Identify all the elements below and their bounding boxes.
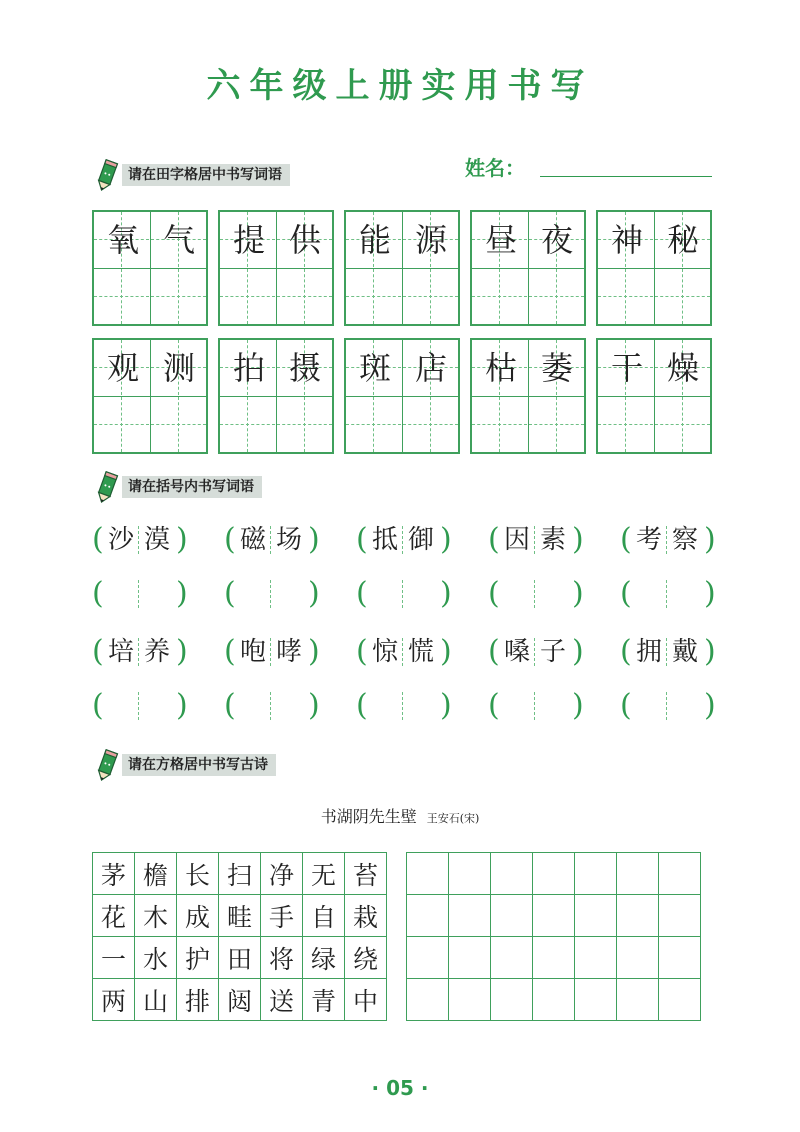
poem-char: 排 [177,979,219,1021]
bracket-divider [270,638,271,666]
vocab-char: 秘 [666,221,699,259]
bracket-char: 素 [539,525,566,555]
guide-line [121,397,122,452]
practice-cell[interactable] [617,853,659,895]
close-paren: ) [176,522,188,557]
bracket-divider [402,638,403,666]
word-bracket [356,632,450,672]
guide-line [121,269,122,324]
practice-cell[interactable] [575,979,617,1021]
bracket-char: 嗓 [503,637,530,667]
vocab-char: 氧 [106,221,139,259]
poem-char: 绿 [303,937,345,979]
close-paren: ) [440,576,452,611]
practice-cell[interactable] [449,937,491,979]
poem-char: 绕 [345,937,387,979]
close-paren: ) [704,522,716,557]
vocab-char: 店 [414,349,447,387]
practice-cell[interactable] [659,895,701,937]
poem-char: 木 [135,895,177,937]
practice-cell[interactable] [407,853,449,895]
bracket-char: 磁 [239,525,266,555]
open-paren: ( [620,688,632,723]
practice-grid [406,852,701,1021]
practice-cell[interactable] [617,979,659,1021]
open-paren: ( [92,522,104,557]
open-paren: ( [356,634,368,669]
open-paren: ( [356,576,368,611]
bracket-divider [666,526,667,554]
blank-bracket[interactable] [224,686,318,726]
vocab-box [92,210,208,326]
vocab-box [470,210,586,326]
close-paren: ) [572,522,584,557]
vocab-char: 气 [162,221,195,259]
poem-line [93,979,387,1021]
vocab-char: 源 [414,221,447,259]
close-paren: ) [176,576,188,611]
page-title: 六年级上册实用书写 [206,66,594,106]
poem-char: 无 [303,853,345,895]
poem-grid [92,852,387,1021]
bracket-char: 拥 [635,637,662,667]
practice-cell[interactable] [449,895,491,937]
open-paren: ( [92,576,104,611]
poem-line [93,853,387,895]
word-bracket [224,520,318,560]
close-paren: ) [176,688,188,723]
bracket-divider [270,580,271,608]
bracket-divider [138,692,139,720]
vocab-char: 供 [288,221,321,259]
bracket-divider [402,580,403,608]
poem-char: 两 [93,979,135,1021]
blank-bracket[interactable] [92,686,186,726]
vocab-char: 神 [610,221,643,259]
bracket-divider [138,638,139,666]
bracket-divider [666,580,667,608]
bracket-char: 场 [275,525,302,555]
open-paren: ( [488,522,500,557]
open-paren: ( [488,634,500,669]
vocab-box [596,210,712,326]
poem-char: 花 [93,895,135,937]
practice-cell[interactable] [407,937,449,979]
bracket-char: 培 [107,637,134,667]
bracket-divider [138,526,139,554]
practice-cell[interactable] [659,853,701,895]
open-paren: ( [620,634,632,669]
bracket-char: 咆 [239,637,266,667]
practice-cell[interactable] [659,937,701,979]
practice-cell[interactable] [575,895,617,937]
poem-line [93,895,387,937]
practice-cell[interactable] [533,895,575,937]
bracket-divider [534,638,535,666]
open-paren: ( [224,522,236,557]
bracket-divider [270,692,271,720]
close-paren: ) [308,688,320,723]
vocab-char: 拍 [232,349,265,387]
close-paren: ) [572,688,584,723]
guide-line [247,397,248,452]
blank-bracket[interactable] [356,574,450,614]
bracket-char: 考 [635,525,662,555]
blank-bracket[interactable] [356,686,450,726]
bracket-char: 哮 [275,637,302,667]
practice-cell[interactable] [407,979,449,1021]
poem-char: 茅 [93,853,135,895]
close-paren: ) [308,576,320,611]
open-paren: ( [488,688,500,723]
vocab-char: 摄 [288,349,321,387]
poem-char: 自 [303,895,345,937]
poem-char: 扫 [219,853,261,895]
vocab-char: 枯 [484,349,517,387]
word-bracket [488,520,582,560]
guide-line [625,269,626,324]
poem-char: 一 [93,937,135,979]
bracket-char: 子 [539,637,566,667]
practice-cell[interactable] [617,937,659,979]
poem-char: 闼 [219,979,261,1021]
poem-char: 檐 [135,853,177,895]
bracket-char: 慌 [407,637,434,667]
practice-cell[interactable] [533,979,575,1021]
vocab-box [344,338,460,454]
vocab-char: 斑 [358,349,391,387]
bracket-char: 养 [143,637,170,667]
vocab-char: 昼 [484,221,517,259]
word-bracket [620,520,714,560]
poem-char: 中 [345,979,387,1021]
vocab-char: 燥 [666,349,699,387]
bracket-char: 因 [503,525,530,555]
guide-line [682,269,683,324]
practice-row [407,979,701,1021]
vocab-char: 干 [610,349,643,387]
open-paren: ( [356,688,368,723]
guide-line [304,269,305,324]
guide-line [373,397,374,452]
practice-cell[interactable] [407,895,449,937]
bracket-divider [138,580,139,608]
blank-bracket[interactable] [488,686,582,726]
open-paren: ( [224,634,236,669]
poem-char: 成 [177,895,219,937]
section-label: 请在田字格居中书写词语 [122,164,290,186]
guide-line [178,397,179,452]
poem-char: 栽 [345,895,387,937]
name-field[interactable] [540,176,712,177]
guide-line [556,397,557,452]
poem-char: 手 [261,895,303,937]
practice-row [407,895,701,937]
poem-char: 净 [261,853,303,895]
open-paren: ( [224,576,236,611]
bracket-char: 沙 [107,525,134,555]
blank-bracket[interactable] [620,686,714,726]
guide-line [499,397,500,452]
close-paren: ) [572,634,584,669]
practice-cell[interactable] [533,937,575,979]
word-bracket [488,632,582,672]
poem-char: 苔 [345,853,387,895]
practice-cell[interactable] [491,979,533,1021]
practice-cell[interactable] [617,895,659,937]
close-paren: ) [704,576,716,611]
word-bracket [620,632,714,672]
open-paren: ( [356,522,368,557]
open-paren: ( [92,688,104,723]
guide-line [304,397,305,452]
bracket-divider [402,526,403,554]
bracket-divider [666,638,667,666]
guide-line [430,269,431,324]
close-paren: ) [704,688,716,723]
close-paren: ) [704,634,716,669]
poem-char: 山 [135,979,177,1021]
bracket-divider [666,692,667,720]
bracket-divider [534,692,535,720]
word-bracket [356,520,450,560]
poem-char: 长 [177,853,219,895]
practice-cell[interactable] [533,853,575,895]
practice-cell[interactable] [449,979,491,1021]
poem-char: 将 [261,937,303,979]
guide-line [499,269,500,324]
guide-line [430,397,431,452]
close-paren: ) [308,634,320,669]
poem-char: 送 [261,979,303,1021]
vocab-box [596,338,712,454]
open-paren: ( [620,522,632,557]
practice-cell[interactable] [575,937,617,979]
bracket-char: 漠 [143,525,170,555]
open-paren: ( [488,576,500,611]
poem-heading [0,804,800,827]
practice-cell[interactable] [491,853,533,895]
open-paren: ( [620,576,632,611]
poem-char: 水 [135,937,177,979]
blank-bracket[interactable] [92,574,186,614]
vocab-box [218,338,334,454]
poem-title: 书湖阴先生壁 [320,807,417,826]
vocab-char: 观 [106,349,139,387]
vocab-box [218,210,334,326]
practice-cell[interactable] [449,853,491,895]
vocab-char: 夜 [540,221,573,259]
section-label: 请在括号内书写词语 [122,476,262,498]
blank-bracket[interactable] [620,574,714,614]
pencil-icon [92,158,122,192]
bracket-divider [534,526,535,554]
word-bracket [92,632,186,672]
practice-cell[interactable] [491,937,533,979]
guide-line [625,397,626,452]
close-paren: ) [572,576,584,611]
bracket-divider [270,526,271,554]
vocab-box [344,210,460,326]
vocab-box [92,338,208,454]
pencil-icon [92,748,122,782]
close-paren: ) [440,522,452,557]
pencil-icon [92,470,122,504]
close-paren: ) [440,634,452,669]
bracket-char: 御 [407,525,434,555]
open-paren: ( [224,688,236,723]
bracket-char: 抵 [371,525,398,555]
vocab-char: 测 [162,349,195,387]
poem-char: 畦 [219,895,261,937]
bracket-char: 察 [671,525,698,555]
practice-cell[interactable] [575,853,617,895]
bracket-divider [402,692,403,720]
guide-line [247,269,248,324]
close-paren: ) [176,634,188,669]
poem-author: 王安石(宋) [426,812,480,825]
word-bracket [224,632,318,672]
guide-line [556,269,557,324]
name-label: 姓名： [465,156,525,180]
vocab-char: 能 [358,221,391,259]
bracket-divider [534,580,535,608]
vocab-char: 萎 [540,349,573,387]
close-paren: ) [308,522,320,557]
poem-line [93,937,387,979]
poem-char: 青 [303,979,345,1021]
bracket-char: 戴 [671,637,698,667]
practice-cell[interactable] [491,895,533,937]
practice-row [407,937,701,979]
vocab-box [470,338,586,454]
poem-char: 田 [219,937,261,979]
page-number: · 05 · [371,1076,429,1100]
guide-line [373,269,374,324]
blank-bracket[interactable] [488,574,582,614]
practice-row [407,853,701,895]
practice-cell[interactable] [659,979,701,1021]
poem-char: 护 [177,937,219,979]
bracket-char: 惊 [371,637,398,667]
guide-line [178,269,179,324]
section-label: 请在方格居中书写古诗 [122,754,276,776]
guide-line [682,397,683,452]
blank-bracket[interactable] [224,574,318,614]
open-paren: ( [92,634,104,669]
close-paren: ) [440,688,452,723]
word-bracket [92,520,186,560]
vocab-char: 提 [232,221,265,259]
